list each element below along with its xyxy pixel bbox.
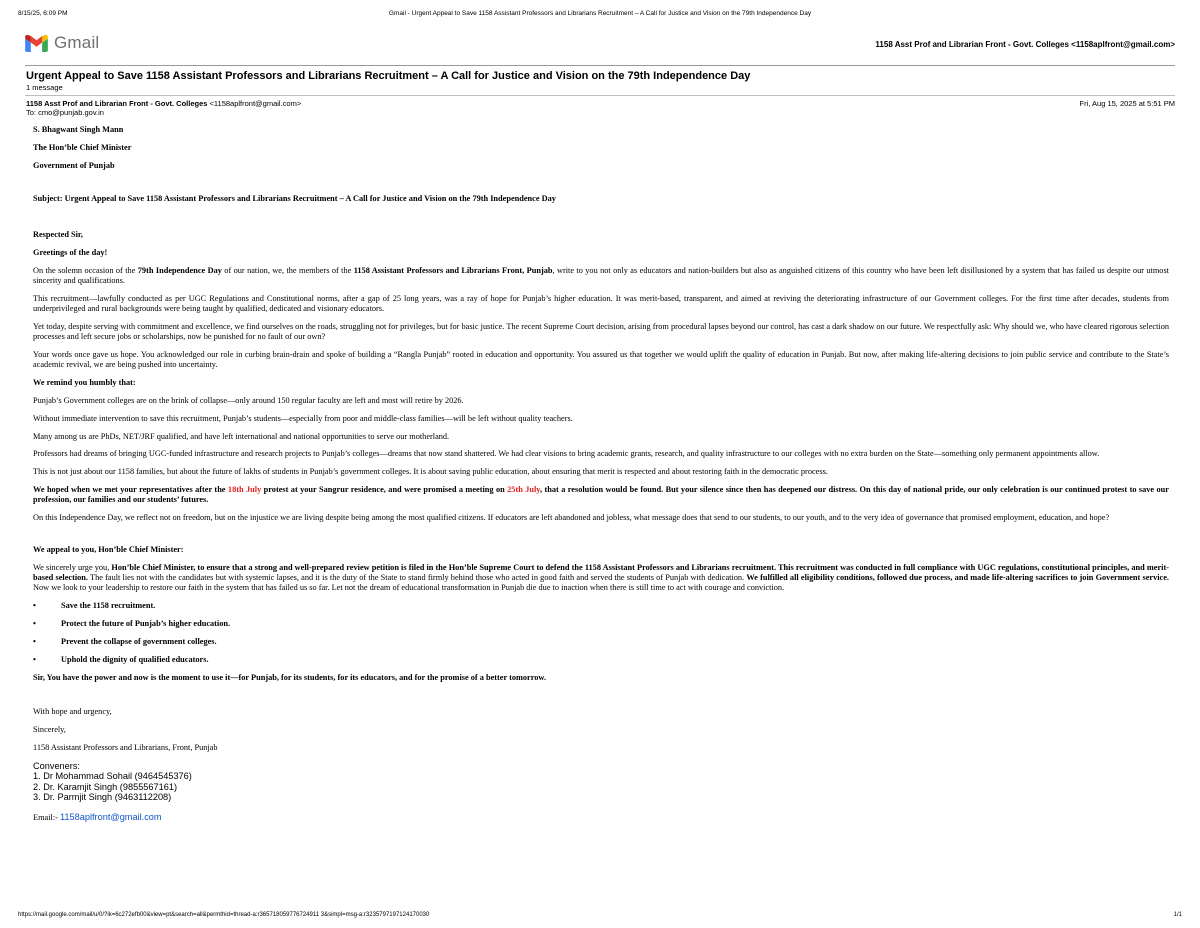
recipient: To: cmo@punjab.gov.in	[26, 108, 104, 117]
print-url: https://mail.google.com/mail/u/0/?ik=6c272efb00&view=pt&search=all&permthid=thread-a:r365718059776724911 3&simpl=msg-a:r3235797197124170030	[18, 912, 430, 918]
thread-divider	[25, 95, 1175, 96]
appeal-heading: We appeal to you, Hon’ble Chief Minister:	[33, 544, 184, 554]
list-item: • Prevent the collapse of government colleges.	[33, 637, 1169, 647]
remind-heading: We remind you humbly that:	[33, 378, 136, 388]
paragraph-recruitment: This recruitment—lawfully conducted as per UGC Regulations and Constitutional norms, after a gap of 25 long years, was a ray of hope for Punjab’s higher education. It was merit-based, transparent, and aimed at reviving the deteriorating infrastructure of our Government colleges. For the first time after decades, students from underprivileged and rural backgrounds were being taught by qualified, dedicated and visionary educators.	[33, 293, 1169, 314]
gmail-logo	[25, 33, 99, 53]
addressee-name: S. Bhagwant Singh Mann	[33, 125, 124, 134]
remind-point-2: Without immediate intervention to save this recruitment, Punjab’s students—especially from poor and middle-class families—will be left without quality teachers.	[33, 413, 573, 423]
email-label: Email:-	[33, 812, 60, 822]
gmail-logo-text: Gmail	[54, 33, 100, 52]
demands-list	[33, 601, 1169, 666]
convener: 3. Dr. Parmjit Singh (9463112208)	[33, 792, 172, 803]
letter-subject: Subject: Urgent Appeal to Save 1158 Assistant Professors and Librarians Recruitment – A Call for Justice and Vision on the 79th Independence Day	[33, 194, 556, 204]
print-datetime: 8/15/25, 6:09 PM	[18, 10, 68, 17]
convener: 1. Dr Mohammad Sohail (9464545376)	[33, 771, 192, 782]
paragraph-hope: Your words once gave us hope. You acknowledged our role in curbing brain-drain and spoke of building a “Rangla Punjab” rooted in education and opportunity. You assured us that together we would uplift the quality of education in Punjab. But now, after making life-altering decisions to join public service and contribute to the State’s academic revival, we are being pushed into uncertainty.	[33, 350, 1169, 370]
sender	[26, 99, 301, 108]
conveners-label: Conveners:	[33, 760, 80, 771]
convener: 2. Dr. Karamjit Singh (9855567161)	[33, 781, 178, 792]
contact-email	[33, 812, 1169, 823]
sender-email: <1158aplfront@gmail.com>	[209, 99, 302, 108]
remind-point-1: Punjab’s Government colleges are on the brink of collapse—only around 150 regular faculty are left and most will retire by 2026.	[33, 395, 464, 405]
message-count: 1 message	[26, 83, 63, 92]
sender-name: 1158 Asst Prof and Librarian Front - Govt. Colleges	[26, 99, 208, 108]
print-page-title: Gmail - Urgent Appeal to Save 1158 Assistant Professors and Librarians Recruitment – A Call for Justice and Vision on the 79th Independence Day	[388, 10, 812, 17]
salutation: Respected Sir,	[33, 230, 83, 240]
paragraph-independence-day: On this Independence Day, we reflect not on freedom, but on the injustice we are living despite being among the most qualified citizens. If educators are left abandoned and jobless, what message does that send to our students, to our youth, and to the very idea of governance that promised employment, education, and hope?	[33, 513, 1110, 523]
print-page-number: 1/1	[1173, 912, 1182, 918]
message-body	[33, 125, 1169, 823]
header-divider	[25, 65, 1175, 66]
gmail-m-icon	[25, 35, 48, 52]
gmail-header	[25, 30, 1175, 60]
paragraph-appeal: We sincerely urge you, Hon’ble Chief Minister, to ensure that a strong and well-prepared review petition is filed in the Hon’ble Supreme Court to defend the 1158 Assistant Professors and Librarians recruitment. This recruitment was conducted in full compliance with UGC regulations, constitutional principles, and merit-based selection. The fault lies not with the candidates but with systemic lapses, and it is the duty of the State to stand firmly behind those who acted in good faith and served the students of Punjab with dedication. We fulfilled all eligibility conditions, followed due process, and made life-altering sacrifices to join Government service. Now we look to your leadership to restore our faith in the system that has failed us so far. Let not the dream of educational transformation in Punjab die due to inaction when there is still time to act with courage and conviction.	[33, 562, 1169, 593]
paragraph-protest: We hoped when we met your representatives after the 18th July protest at your Sangrur residence, and were promised a meeting on 25th July, that a resolution would be found. But your silence since then has deepened our distress. On this day of national pride, our only celebration is our continued protest to save our profession, our families and our students’ futures.	[33, 484, 1169, 505]
signoff-sincerely: Sincerely,	[33, 724, 66, 734]
list-item: • Protect the future of Punjab’s higher education.	[33, 619, 1169, 629]
paragraph-justice: Yet today, despite serving with commitment and excellence, we find ourselves on the roads, struggling not for privileges, but for basic justice. The recent Supreme Court decision, arising from procedural lapses beyond our control, has cast a dark shadow on our future. We respectfully ask: Why should we, who have cleared rigorous selection processes and left secure jobs or scholarships, now be punished for no fault of our own?	[33, 321, 1169, 342]
signoff-hope: With hope and urgency,	[33, 707, 112, 717]
remind-point-5: This is not just about our 1158 families, but about the future of lakhs of students in Punjab’s government colleges. It is about saving public education, about ensuring that merit is respected and about restoring faith in the democratic process.	[33, 467, 828, 477]
print-footer	[18, 912, 1182, 918]
remind-point-4: Professors had dreams of bringing UGC-funded infrastructure and research projects to Punjab’s colleges—dreams that now stand shattered. We had clear visions to bring academic grants, research, and quality infrastructure to our colleges with no extra burden on the State—something only permanent appointments allow.	[33, 449, 1100, 459]
thread-subject: Urgent Appeal to Save 1158 Assistant Professors and Librarians Recruitment – A Call for Justice and Vision on the 79th Independence Day	[26, 70, 751, 82]
signoff-organization: 1158 Assistant Professors and Librarians, Front, Punjab	[33, 742, 218, 752]
list-item: • Save the 1158 recruitment.	[33, 601, 1169, 611]
account-identity: 1158 Asst Prof and Librarian Front - Govt. Colleges <1158aplfront@gmail.com>	[875, 40, 1175, 49]
conveners-block	[33, 761, 1169, 803]
addressee-org: Government of Punjab	[33, 160, 115, 170]
list-item: • Uphold the dignity of qualified educators.	[33, 655, 1169, 665]
closing-statement: Sir, You have the power and now is the moment to use it—for Punjab, for its students, for its educators, and for the promise of a better tomorrow.	[33, 673, 547, 683]
remind-point-3: Many among us are PhDs, NET/JRF qualified, and have left international and national opportunities to serve our motherland.	[33, 431, 450, 441]
addressee-title: The Hon’ble Chief Minister	[33, 142, 132, 152]
sent-timestamp: Fri, Aug 15, 2025 at 5:51 PM	[1079, 99, 1175, 108]
email-link[interactable]: 1158aplfront@gmail.com	[59, 811, 162, 822]
message-header	[26, 99, 1175, 108]
paragraph-intro: On the solemn occasion of the 79th Independence Day of our nation, we, the members of the 1158 Assistant Professors and Librarians Front, Punjab, write to you not only as educators and nation-builders but also as anguished citizens of this country who have been left disillusioned by a system that has failed us despite our utmost sincerity and qualifications.	[33, 265, 1169, 286]
greeting: Greetings of the day!	[33, 247, 108, 257]
